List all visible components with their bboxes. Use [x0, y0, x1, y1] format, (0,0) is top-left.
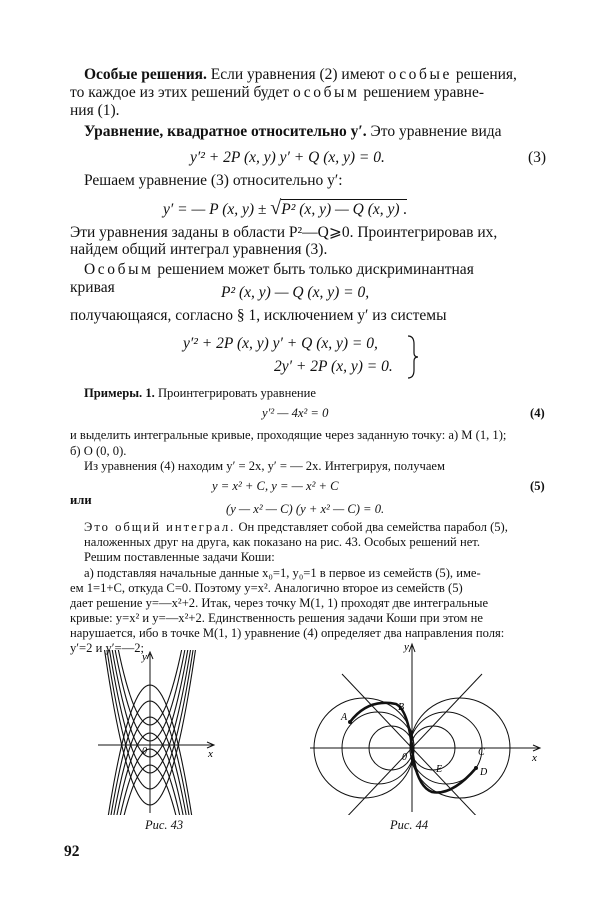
text: Это уравнение вида	[366, 123, 502, 140]
equation-5-label: (5)	[530, 479, 545, 493]
fig44-label-e: E	[436, 764, 443, 775]
heading-special-solutions: Особые решения.	[84, 66, 207, 83]
general-integral-line2: наложенных друг на друга, как показано на рис. 43. Особых решений нет.	[84, 535, 480, 549]
fig44-label-d: D	[480, 767, 488, 778]
fig44-label-b: B	[398, 702, 405, 713]
cauchy-p4: кривые: y=x² и y=—x²+2. Единственность решения задачи Коши при этом не	[70, 611, 483, 625]
fig44-label-a: A	[341, 712, 348, 723]
fig43-x-label: x	[208, 748, 213, 760]
para-singular-line1	[84, 261, 474, 279]
equation-product: (y — x² — C) (y + x² — C) = 0.	[226, 502, 385, 516]
para-special-solutions-line2	[70, 84, 484, 102]
heading-quadratic: Уравнение, квадратное относительно y′.	[84, 123, 367, 140]
examples-heading-line	[84, 386, 316, 401]
or-word: или	[70, 493, 92, 507]
system-equation-1: y′² + 2P (x, y) y′ + Q (x, y) = 0,	[183, 335, 378, 352]
fig43-upward-parabolas	[98, 650, 212, 805]
spaced-text: особые	[388, 66, 452, 83]
fig44-origin-label: 0	[402, 752, 407, 763]
spaced-text: Особым	[84, 261, 154, 278]
equation-discriminant: P² (x, y) — Q (x, y) = 0,	[221, 284, 370, 301]
para-quadratic-heading	[84, 123, 502, 141]
system-equation-2: 2y′ + 2P (x, y) = 0.	[274, 358, 393, 375]
text: решения,	[452, 66, 517, 83]
fig44-point-d-icon	[474, 766, 478, 770]
para-special-solutions-line3: ния (1).	[70, 102, 120, 119]
heading-examples: Примеры. 1.	[84, 386, 155, 400]
cauchy-p5: нарушается, ибо в точке M(1, 1) уравнение (4) определяет два направления поля:	[70, 626, 505, 640]
fig43-downward-parabolas	[98, 685, 212, 815]
text: решением уравне-	[359, 84, 484, 101]
fig44-label-c: C	[478, 747, 485, 758]
spaced-text: Это общий интеграл.	[84, 520, 236, 534]
equation-solution-lhs: y′ = — P (x, y) ±	[163, 201, 271, 218]
para-system-line: получающаяся, согласно § 1, исключением y′ из системы	[70, 307, 447, 324]
fig43-parabola-down	[98, 701, 212, 815]
text: Он представляет собой два семейства парабол (5),	[235, 520, 508, 534]
text: Если уравнения (2) имеют	[206, 66, 389, 83]
figure-43-caption: Рис. 43	[145, 818, 184, 832]
para-area-line2: найдем общий интеграл уравнения (3).	[70, 241, 328, 258]
equation-4-label: (4)	[530, 406, 545, 420]
cauchy-line: Решим поставленные задачи Коши:	[84, 550, 275, 564]
para-solve-line: Решаем уравнение (3) относительно y′:	[84, 172, 343, 189]
fig43-parabola-down	[98, 717, 212, 815]
text: Проинтегрировать уравнение	[154, 386, 316, 400]
examples-line-c: Из уравнения (4) находим y′ = 2x, y′ = — 2x. Интегрируя, получаем	[84, 459, 445, 473]
equation-3: y′² + 2P (x, y) y′ + Q (x, y) = 0.	[190, 149, 385, 166]
fig43-y-label: y	[142, 651, 147, 663]
equation-3-label: (3)	[528, 149, 547, 166]
fig44-y-label: y	[404, 641, 409, 653]
sqrt-icon: √	[270, 197, 282, 219]
text: решением может быть только дискриминантная	[153, 261, 474, 278]
fig43-parabola-down	[98, 685, 212, 815]
para-special-solutions-line1	[84, 66, 517, 84]
system-brace-icon	[406, 334, 420, 380]
figure-44	[308, 640, 544, 815]
figure-43	[96, 650, 246, 815]
cauchy-p2: ем 1=1+C, откуда C=0. Поэтому y=x². Аналогично второе из семейств (5)	[70, 581, 463, 595]
fig43-parabola-down	[98, 749, 212, 815]
fig44-x-label: x	[532, 752, 537, 764]
cauchy-p6: y′=2 и y′=—2;	[70, 641, 145, 655]
text: то каждое из этих решений будет	[70, 84, 293, 101]
equation-solution	[163, 197, 407, 220]
para-singular-line2: кривая	[70, 279, 115, 296]
figure-44-caption: Рис. 44	[390, 818, 429, 832]
cauchy-p1: а) подставляя начальные данные x₀=1, y₀=1 в первое из семейств (5), име-	[84, 566, 481, 580]
fig44-point-a-icon	[348, 720, 352, 724]
fig43-parabola-up	[98, 650, 212, 805]
general-integral-line1	[84, 520, 508, 535]
cauchy-p3: дает решение y=—x²+2. Итак, через точку M(1, 1) проходят две интегральные	[70, 596, 489, 610]
examples-line-a: и выделить интегральные кривые, проходящие через заданную точку: а) M (1, 1);	[70, 428, 507, 442]
examples-line-b: б) O (0, 0).	[70, 444, 127, 458]
equation-solution-radicand: P² (x, y) — Q (x, y) .	[281, 201, 408, 218]
fig43-origin-label: 0	[142, 746, 147, 757]
page-number: 92	[64, 843, 80, 860]
equation-4: y′² — 4x² = 0	[262, 406, 329, 420]
spaced-text: особым	[293, 84, 360, 101]
para-area-line1: Эти уравнения заданы в области P²—Q⩾0. Проинтегрировав их,	[70, 224, 498, 241]
equation-5: y = x² + C, y = — x² + C	[212, 479, 339, 493]
